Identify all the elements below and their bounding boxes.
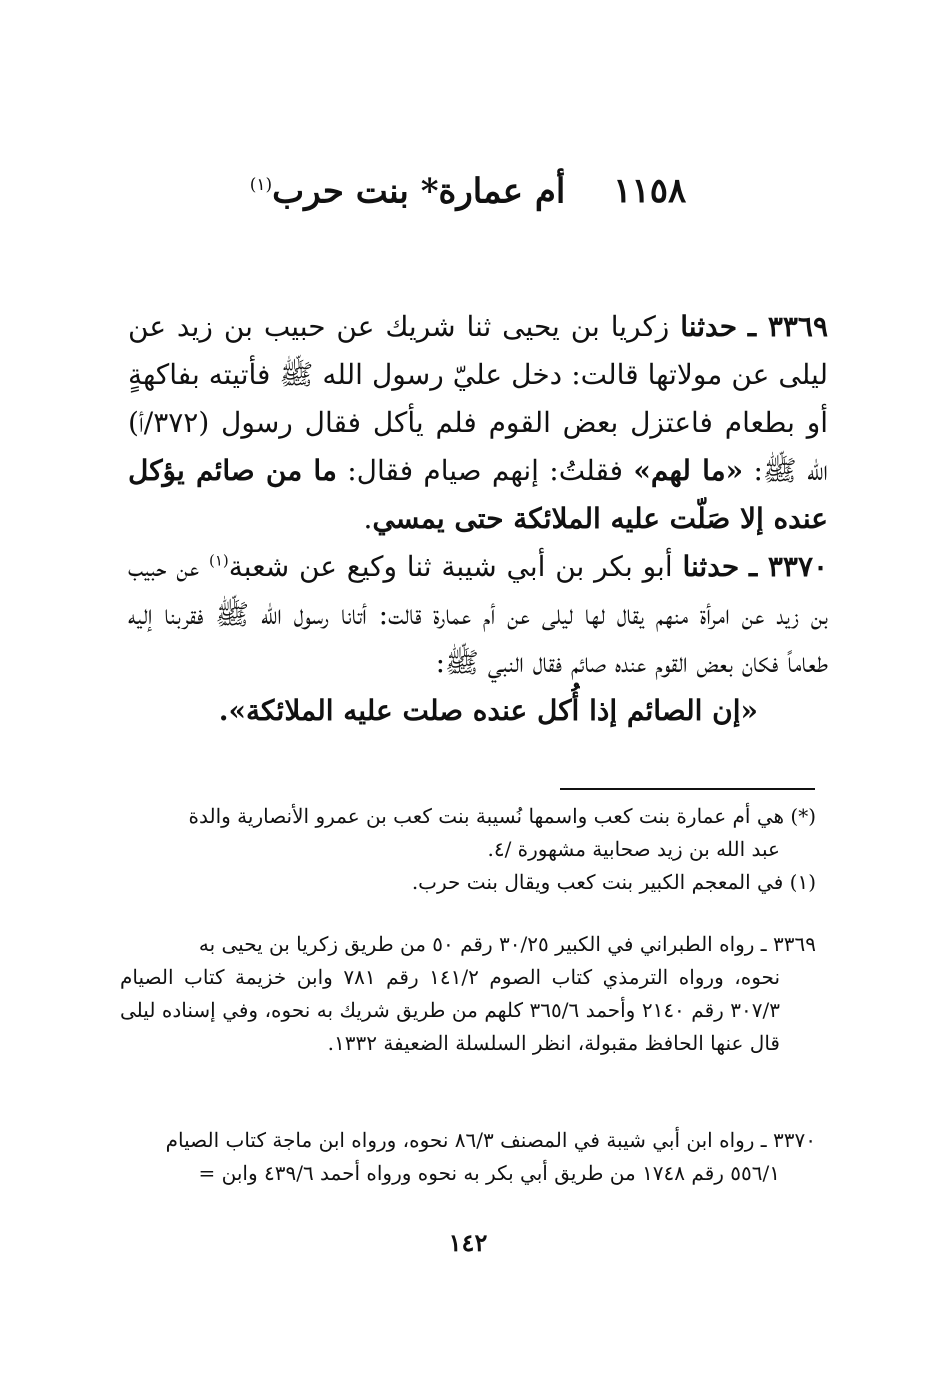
footnote-ref: (١) <box>209 551 229 570</box>
chapter-name: أم عمارة* بنت حرب <box>272 171 566 212</box>
reference-body: ٥٥٦/١ رقم ١٧٤٨ من طريق أبي بكر به نحوه ورواه أحمد ٤٣٩/٦ وابن = <box>198 1161 780 1185</box>
prophetic-quote: ما من صائم يؤكل عنده إلا صَلّت عليه الملائكة حتى يمسي <box>128 454 828 535</box>
page-number: ١٤٢ <box>448 1228 488 1257</box>
prophetic-quote: «ما لهم» <box>633 454 744 487</box>
footnote-1: (١) في المعجم الكبير بنت كعب ويقال بنت حرب. <box>411 870 816 894</box>
footnote-star-continued: عبد الله بن زيد صحابية مشهورة /٤. <box>487 837 780 861</box>
main-text <box>128 303 828 735</box>
reference-first-line: ٣٣٦٩ ـ رواه الطبراني في الكبير ٣٠/٢٥ رقم ٥٠ من طريق زكريا بن يحيى به <box>198 932 816 956</box>
hadith-3370 <box>128 543 828 687</box>
hadith-narration: فقلتُ: إنهم صيام فقال: <box>347 454 624 487</box>
hadith-number: ٣٣٦٩ ـ <box>747 310 828 343</box>
prophetic-quote: «إن الصائم إذا أُكل عنده صلت عليه الملائكة». <box>218 694 758 727</box>
hadith-opening: حدثنا <box>680 310 737 343</box>
chapter-title <box>0 160 936 216</box>
footnote-star: (*) هي أم عمارة بنت كعب واسمها نُسيبة بنت كعب بن عمرو الأنصارية والدة <box>188 804 816 828</box>
chapter-number: ١١٥٨ <box>613 171 687 212</box>
footnote-separator <box>560 788 815 790</box>
hadith-3369: ٣٣٦٩ ـ حدثنا زكريا بن يحيى ثنا شريك عن حبيب بن زيد عن ليلى عن مولاتها قالت: دخل عليّ رسول الله ﷺ فأتيته بفاكهةٍ أو بطعام فاعتزل بعض القوم فلم يأكل فقال رسول (٣٧٢/أ) الله ﷺ: «ما لهم» فقلتُ: إنهم صيام فقال: ما من صائم يؤكل عنده إلا صَلّت عليه الملائكة حتى يمسي. <box>128 310 829 535</box>
hadith-number: ٣٣٧٠ ـ <box>749 550 829 583</box>
hadith-text-line: عن ليلى عن مولاتها قالت: دخل عليّ رسول الله ﷺ فأتيته بفاكهةٍ أو <box>128 310 829 439</box>
reference-body: نحوه، ورواه الترمذي كتاب الصوم ١٤١/٢ رقم ٧٨١ وابن خزيمة كتاب الصيام ٣٠٧/٣ رقم ٢١٤٠ وأحمد ٣٦٥/٦ كلهم من طريق شريك به نحوه، وفي إسناده ليلى قال عنها الحافظ مقبولة، انظر السلسلة الضعيفة ١٣٣٢. <box>120 965 781 1055</box>
hadith-text: أبو بكر بن أبي شيبة ثنا وكيع عن شعبة <box>228 550 673 583</box>
hadith-opening: حدثنا <box>682 550 740 583</box>
reference-first-line: ٣٣٧٠ ـ رواه ابن أبي شيبة في المصنف ٨٦/٣ نحوه، ورواه ابن ماجة كتاب الصيام <box>165 1128 816 1152</box>
reference-3370 <box>120 1124 816 1190</box>
reference-3369 <box>120 928 816 1060</box>
hadith-text: عن حبيب بن زيد عن امرأة منهم يقال لها ليلى عن أم عمارة قالت: أتانا رسول الله ﷺ فقربنا إليه طعاماً فكان بعض القوم عنده صائم فقال النبي ﷺ: <box>128 550 828 679</box>
hadith-text-line: بطعام فاعتزل بعض القوم فلم يأكل فقال رسول (٣٧٢/أ) الله ﷺ: <box>128 406 828 487</box>
footnotes <box>120 800 816 899</box>
hadith-text-line: زكريا بن يحيى ثنا شريك عن حبيب بن زيد <box>176 310 670 343</box>
chapter-footnote-ref: (١) <box>249 175 273 195</box>
